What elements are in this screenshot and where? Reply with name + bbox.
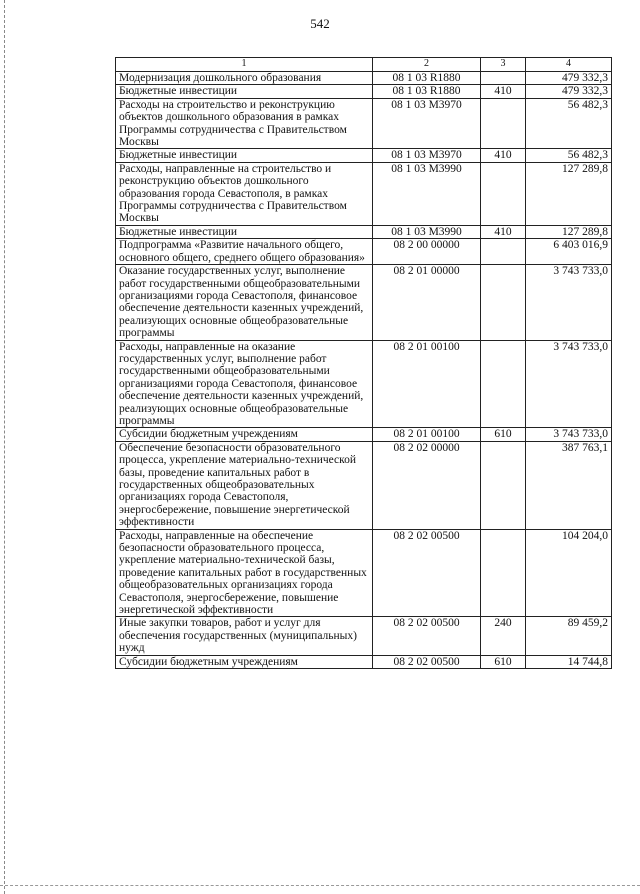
row-name-cell: Обеспечение безопасности образовательного процесса, укрепление материально-технической базы, проведение капитальных работ в государственных общеобразовательных организациях города Севастополя, энергосбережение, повышение энергетической эффективности (116, 441, 373, 529)
row-amount-cell: 3 743 733,0 (526, 428, 612, 441)
row-code-cell: 08 2 01 00100 (373, 428, 481, 441)
row-name-cell: Модернизация дошкольного образования (116, 72, 373, 85)
row-name-cell: Расходы на строительство и реконструкцию объектов дошкольного образования в рамках Программы сотрудничества с Правительством Москвы (116, 98, 373, 149)
row-code-cell: 08 2 02 00500 (373, 529, 481, 617)
row-amount-cell: 387 763,1 (526, 441, 612, 529)
row-kind-cell (481, 441, 526, 529)
row-kind-cell: 410 (481, 225, 526, 238)
row-kind-cell (481, 162, 526, 225)
row-name-cell: Расходы, направленные на обеспечение безопасности образовательного процесса, укрепление материально-технической базы, проведение капитальных работ в государственных общеобразовательных организациях города Севастополя, энергосбережение, повышение энергетической эффективности (116, 529, 373, 617)
row-amount-cell: 127 289,8 (526, 162, 612, 225)
row-kind-cell (481, 72, 526, 85)
row-kind-cell (481, 340, 526, 428)
row-kind-cell: 410 (481, 149, 526, 162)
row-code-cell: 08 2 02 00500 (373, 655, 481, 668)
table-row (116, 265, 612, 340)
table-row (116, 529, 612, 617)
row-kind-cell: 410 (481, 85, 526, 98)
column-header-code: 2 (373, 58, 481, 72)
row-kind-cell (481, 265, 526, 340)
row-amount-cell: 479 332,3 (526, 72, 612, 85)
row-amount-cell: 127 289,8 (526, 225, 612, 238)
column-header-amount: 4 (526, 58, 612, 72)
table-row (116, 85, 612, 98)
row-amount-cell: 56 482,3 (526, 98, 612, 149)
table-header-row (116, 58, 612, 72)
row-name-cell: Бюджетные инвестиции (116, 85, 373, 98)
row-kind-cell (481, 98, 526, 149)
row-amount-cell: 56 482,3 (526, 149, 612, 162)
row-code-cell: 08 1 03 М3990 (373, 162, 481, 225)
row-code-cell: 08 1 03 R1880 (373, 85, 481, 98)
page-number: 542 (310, 16, 330, 31)
scan-edge-left (4, 0, 5, 894)
row-kind-cell: 240 (481, 617, 526, 655)
table-row (116, 441, 612, 529)
table-row (116, 340, 612, 428)
row-name-cell: Субсидии бюджетным учреждениям (116, 428, 373, 441)
row-name-cell: Расходы, направленные на строительство и реконструкцию объектов дошкольного образования города Севастополя, в рамках Программы сотрудничества с Правительством Москвы (116, 162, 373, 225)
row-code-cell: 08 1 03 М3990 (373, 225, 481, 238)
row-name-cell: Подпрограмма «Развитие начального общего, основного общего, среднего общего образования» (116, 239, 373, 265)
table-row (116, 72, 612, 85)
row-amount-cell: 3 743 733,0 (526, 265, 612, 340)
row-code-cell: 08 2 01 00100 (373, 340, 481, 428)
table-row (116, 162, 612, 225)
row-code-cell: 08 1 03 R1880 (373, 72, 481, 85)
row-name-cell: Бюджетные инвестиции (116, 149, 373, 162)
row-code-cell: 08 1 03 М3970 (373, 98, 481, 149)
row-name-cell: Субсидии бюджетным учреждениям (116, 655, 373, 668)
table-row (116, 225, 612, 238)
table-row (116, 149, 612, 162)
table-row (116, 617, 612, 655)
table-row (116, 239, 612, 265)
row-name-cell: Оказание государственных услуг, выполнение работ государственными общеобразовательными организациями города Севастополя, финансовое обеспечение деятельности казенных учреждений, реализующих основные общеобразовательные программы (116, 265, 373, 340)
row-amount-cell: 14 744,8 (526, 655, 612, 668)
table-row (116, 428, 612, 441)
row-amount-cell: 479 332,3 (526, 85, 612, 98)
row-amount-cell: 6 403 016,9 (526, 239, 612, 265)
row-kind-cell (481, 239, 526, 265)
table-row (116, 655, 612, 668)
row-amount-cell: 104 204,0 (526, 529, 612, 617)
column-header-name: 1 (116, 58, 373, 72)
budget-table (115, 57, 612, 669)
column-header-kind: 3 (481, 58, 526, 72)
row-kind-cell: 610 (481, 428, 526, 441)
row-name-cell: Иные закупки товаров, работ и услуг для обеспечения государственных (муниципальных) нужд (116, 617, 373, 655)
row-code-cell: 08 2 02 00500 (373, 617, 481, 655)
table-body (116, 72, 612, 669)
row-name-cell: Бюджетные инвестиции (116, 225, 373, 238)
row-kind-cell: 610 (481, 655, 526, 668)
scan-edge-bottom (0, 885, 640, 886)
row-amount-cell: 3 743 733,0 (526, 340, 612, 428)
row-code-cell: 08 2 00 00000 (373, 239, 481, 265)
table-row (116, 98, 612, 149)
row-kind-cell (481, 529, 526, 617)
row-code-cell: 08 1 03 М3970 (373, 149, 481, 162)
row-code-cell: 08 2 01 00000 (373, 265, 481, 340)
row-code-cell: 08 2 02 00000 (373, 441, 481, 529)
row-name-cell: Расходы, направленные на оказание государственных услуг, выполнение работ государственными общеобразовательными организациями города Севастополя, финансовое обеспечение деятельности казенных учреждений, реализующих основные общеобразовательные программы (116, 340, 373, 428)
row-amount-cell: 89 459,2 (526, 617, 612, 655)
